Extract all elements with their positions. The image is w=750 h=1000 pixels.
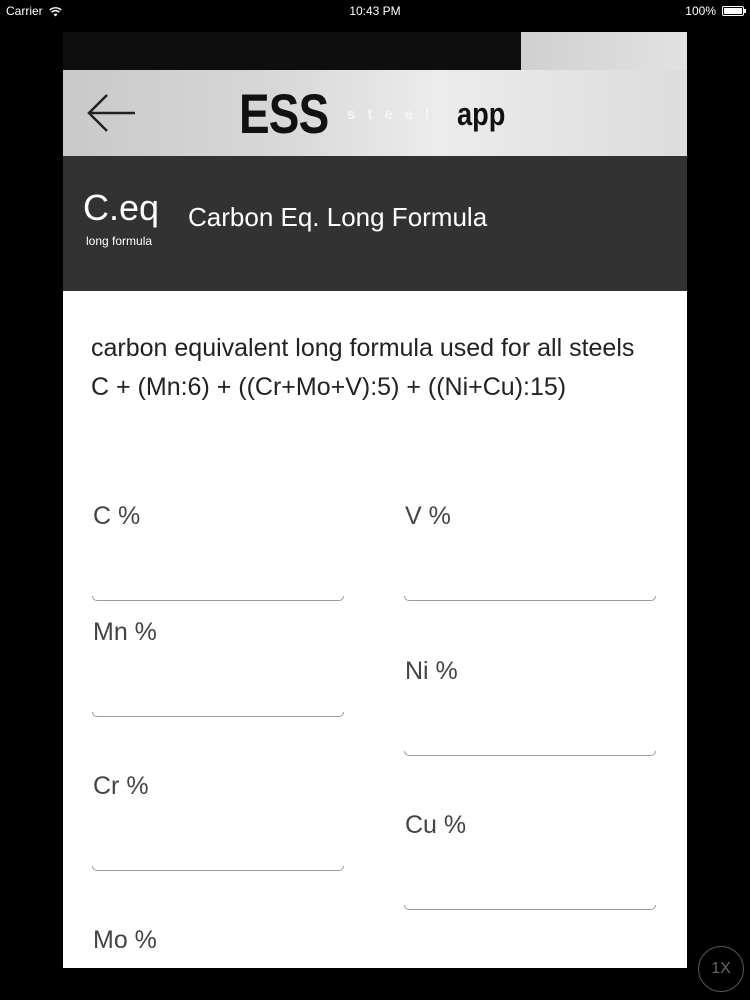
field-underline-v	[404, 596, 656, 601]
zoom-scale-button[interactable]: 1X	[698, 946, 744, 992]
formula-description: carbon equivalent long formula used for all steels C + (Mn:6) + ((Cr+Mo+V):5) + ((Ni+Cu):15)	[91, 334, 635, 401]
logo-suffix: app	[457, 96, 506, 132]
battery-percent: 100%	[685, 4, 716, 18]
app-header	[63, 70, 687, 156]
mn-percent-input[interactable]	[92, 680, 348, 710]
field-label-ni: Ni %	[405, 657, 458, 685]
field-underline-mn	[92, 712, 344, 717]
cr-percent-input[interactable]	[92, 834, 348, 864]
top-strip-highlight	[521, 32, 687, 70]
formula-badge-subtitle: long formula	[86, 234, 153, 248]
c-percent-input[interactable]	[92, 564, 348, 594]
arrow-left-icon	[81, 88, 141, 138]
logo-brand: ESS	[239, 82, 329, 145]
v-percent-input[interactable]	[404, 564, 660, 594]
field-underline-c	[92, 596, 344, 601]
status-bar	[0, 0, 750, 22]
field-underline-cu	[404, 905, 656, 910]
formula-badge: C.eq	[83, 187, 160, 228]
field-label-mn: Mn %	[93, 618, 157, 646]
status-time: 10:43 PM	[349, 4, 401, 18]
field-label-v: V %	[405, 502, 451, 530]
carrier-text: Carrier	[6, 4, 43, 18]
field-label-c: C %	[93, 502, 141, 530]
field-underline-ni	[404, 751, 656, 756]
content-area	[63, 291, 687, 968]
field-label-mo: Mo %	[93, 926, 157, 954]
ni-percent-input[interactable]	[404, 719, 660, 749]
field-label-cu: Cu %	[405, 811, 467, 839]
logo-tagline: steel	[347, 106, 442, 123]
page-title: Carbon Eq. Long Formula	[188, 202, 488, 232]
cu-percent-input[interactable]	[404, 873, 660, 903]
field-label-cr: Cr %	[93, 772, 149, 800]
back-button[interactable]	[81, 88, 141, 138]
battery-icon	[722, 6, 744, 16]
app-window	[63, 32, 687, 968]
title-band	[63, 156, 687, 291]
field-underline-cr	[92, 866, 344, 871]
